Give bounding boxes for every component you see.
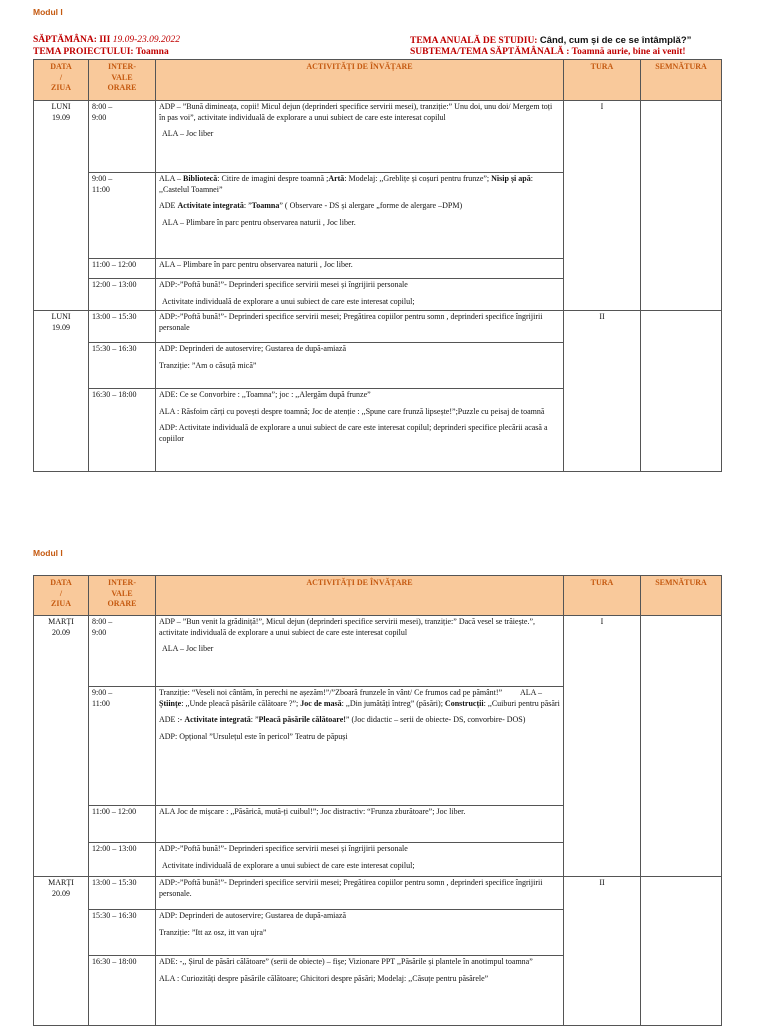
- table-row: [34, 311, 722, 343]
- shift-cell: I: [564, 101, 641, 311]
- day-cell: MARȚI 20.09: [34, 616, 89, 877]
- table-header-row: [34, 576, 722, 616]
- header-activities: ACTIVITĂȚI DE ÎNVĂȚARE: [156, 576, 564, 616]
- time-cell: 12:00 – 13:00: [89, 843, 156, 877]
- time-cell: 9:00 – 11:00: [89, 687, 156, 806]
- header-date: DATA / ZIUA: [34, 576, 89, 616]
- shift-cell: II: [564, 877, 641, 1026]
- time-cell: 13:00 – 15:30: [89, 877, 156, 910]
- activity-cell: Tranziție: “Veseli noi cântăm, în perechi ne așezăm!”/”Zboară frunzele în vânt/ Ce frumos cad pe pământ!” ALA – Științe: ,,Unde pleacă păsările călătoare ?”; Joc de masă: ,,Din jumătăți întreg” (păsări); Construcții: ,,Cuiburi pentru păsări ADE :- Activitate integrată: ”Pleacă păsările călătoare!” (Joc didactic – serii de obiecte- DS, convorbire- DOS) ADP: Opțional ”Ursulețul este în pericol” Teatru de păpuși: [156, 687, 564, 806]
- activity-cell: ADP:-”Poftă bună!”- Deprinderi specifice servirii mesei; Pregătirea copiilor pentru somn , deprinderi specifice îngrijirii personale: [156, 311, 564, 343]
- activity-cell: ADP:-”Poftă bună!”- Deprinderi specifice servirii mesei și îngrijirii personale Activitate individuală de explorare a unui subiect de care este interesat copilul;: [156, 843, 564, 877]
- annual-theme: TEMA ANUALĂ DE STUDIU: Când, cum și de ce se întâmplă?”: [410, 35, 692, 46]
- activity-cell: ADE: Ce se Convorbire : ,,Toamna”; joc : ,,Alergăm după frunze” ALA : Răsfoim cărți cu povești despre toamnă; Joc de atenție : ,,Spune care frunză lipsește!”;Puzzle cu peisaj de toamnă ADP: Activitate individuală de explorare a unui subiect de care este interesat copilul; deprinderi specifice plecării acasă a copiilor: [156, 389, 564, 472]
- shift-cell: II: [564, 311, 641, 472]
- module-label: Modul I: [33, 548, 63, 558]
- header-shift: TURA: [564, 60, 641, 101]
- module-label: Modul I: [33, 7, 63, 17]
- week-label: SĂPTĂMÂNA: III 19.09-23.09.2022: [33, 35, 180, 45]
- time-cell: 8:00 – 9:00: [89, 616, 156, 687]
- header-interval: INTER- VALE ORARE: [89, 60, 156, 101]
- header-activities: ACTIVITĂȚI DE ÎNVĂȚARE: [156, 60, 564, 101]
- time-cell: 16:30 – 18:00: [89, 956, 156, 1026]
- table-row: [34, 877, 722, 910]
- signature-cell: [641, 616, 722, 877]
- header-shift: TURA: [564, 576, 641, 616]
- shift-cell: I: [564, 616, 641, 877]
- header-interval: INTER- VALE ORARE: [89, 576, 156, 616]
- schedule-table-tuesday: [33, 575, 722, 1026]
- signature-cell: [641, 877, 722, 1026]
- day-cell: LUNI 19.09: [34, 311, 89, 472]
- time-cell: 13:00 – 15:30: [89, 311, 156, 343]
- table-row: [34, 101, 722, 173]
- activity-cell: ALA – Plimbare în parc pentru observarea naturii , Joc liber.: [156, 259, 564, 279]
- table-header-row: [34, 60, 722, 101]
- activity-cell: ADP:-”Poftă bună!”- Deprinderi specifice servirii mesei și îngrijirii personale Activitate individuală de explorare a unui subiect de care este interesat copilul;: [156, 279, 564, 311]
- time-cell: 16:30 – 18:00: [89, 389, 156, 472]
- header-date: DATA / ZIUA: [34, 60, 89, 101]
- time-cell: 15:30 – 16:30: [89, 343, 156, 389]
- activity-cell: ALA – Bibliotecă: Citire de imagini despre toamnă ;Artă: Modelaj: ,,Greblițe și coșuri pentru frunze”; Nisip și apă: ,,Castelul Toamnei” ADE Activitate integrată: ”Toamna” ( Observare - DS și alergare „forme de alergare –DPM) ALA – Plimbare în parc pentru observarea naturii , Joc liber.: [156, 173, 564, 259]
- time-cell: 9:00 – 11:00: [89, 173, 156, 259]
- signature-cell: [641, 311, 722, 472]
- time-cell: 11:00 – 12:00: [89, 806, 156, 843]
- table-row: [34, 616, 722, 687]
- activity-cell: ADP:-”Poftă bună!”- Deprinderi specifice servirii mesei; Pregătirea copiilor pentru somn , deprinderi specifice îngrijirii personale.: [156, 877, 564, 910]
- activity-cell: ADE: -,, Șirul de păsări călătoare” (serii de obiecte) – fișe; Vizionare PPT ,,Păsările și plantele în anotimpul toamna” ALA : Curiozități despre păsările călătoare; Ghicitori despre păsări; Modelaj: ,,Căsuțe pentru păsărele”: [156, 956, 564, 1026]
- activity-cell: ADP – ”Bun venit la grădiniță!”, Micul dejun (deprinderi specifice servirii mesei), tranziție:” Dacă vesel se trăiește.”, activitate individuală de explorare a unui subiect de care este interesat copilul ALA – Joc liber: [156, 616, 564, 687]
- day-cell: MARȚI 20.09: [34, 877, 89, 1026]
- activity-cell: ADP – ”Bună dimineața, copii! Micul dejun (deprinderi specifice servirii mesei), tranziție:” Unu doi, unu doi/ Mergem toți în pas voi”, activitate individuală de explorare a unui subiect de care este interesat copilul ALA – Joc liber: [156, 101, 564, 173]
- time-cell: 15:30 – 16:30: [89, 910, 156, 956]
- activity-cell: ADP: Deprinderi de autoservire; Gustarea de după-amiază Tranziție: ”Itt az osz, itt van ujra”: [156, 910, 564, 956]
- weekly-subtheme: SUBTEMA/TEMA SĂPTĂMÂNALĂ : Toamnă aurie, bine ai venit!: [410, 47, 686, 57]
- header-signature: SEMNĂTURA: [641, 576, 722, 616]
- time-cell: 11:00 – 12:00: [89, 259, 156, 279]
- signature-cell: [641, 101, 722, 311]
- time-cell: 8:00 – 9:00: [89, 101, 156, 173]
- time-cell: 12:00 – 13:00: [89, 279, 156, 311]
- activity-cell: ADP: Deprinderi de autoservire; Gustarea de după-amiază Tranziție: ”Am o căsuță mică”: [156, 343, 564, 389]
- activity-cell: ALA Joc de mișcare : ,,Păsărică, mută-ți cuibul!”; Joc distractiv: “Frunza zburătoare”; Joc liber.: [156, 806, 564, 843]
- header-signature: SEMNĂTURA: [641, 60, 722, 101]
- schedule-table-monday: [33, 59, 722, 472]
- day-cell: LUNI 19.09: [34, 101, 89, 311]
- project-theme: TEMA PROIECTULUI: Toamna: [33, 47, 169, 57]
